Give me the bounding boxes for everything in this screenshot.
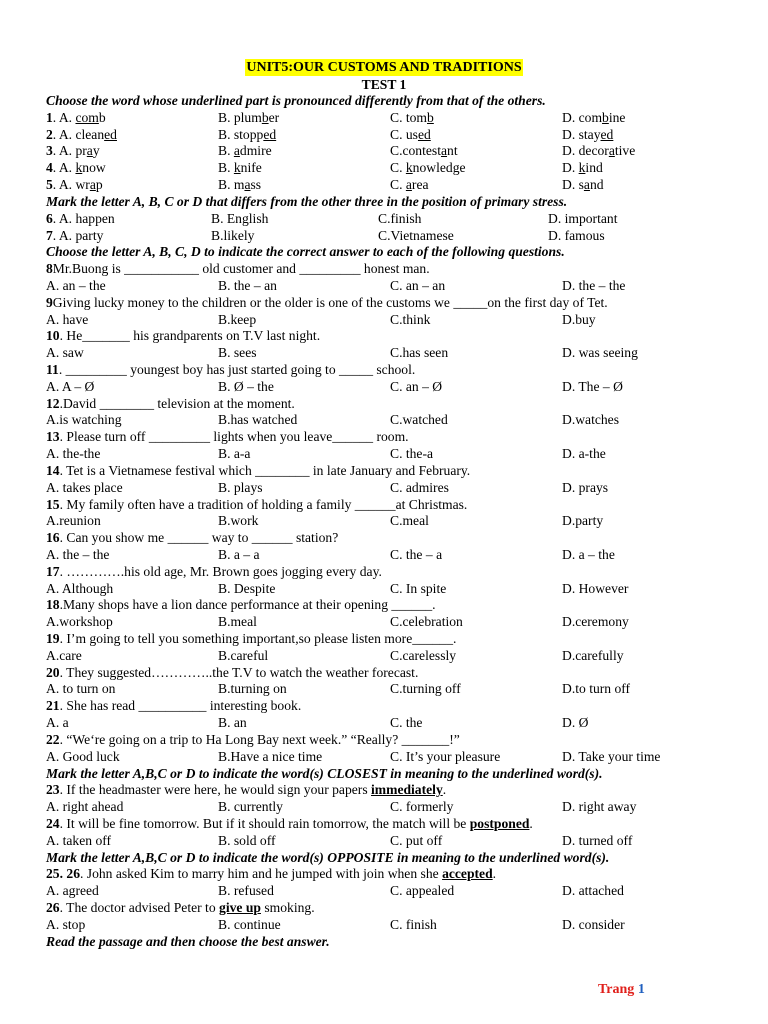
line-o (46, 110, 736, 127)
question-number: 13 (46, 429, 60, 445)
question-number: 19 (46, 631, 60, 646)
answer-option: D.carefully (562, 647, 624, 663)
answer-option: A.reunion (46, 513, 101, 529)
answer-option: B. Ø – the (218, 378, 274, 394)
question-number: 23 (46, 782, 60, 798)
question-number: 3 (46, 143, 53, 159)
underlined-sound: a (244, 177, 251, 193)
question-number: 24 (46, 815, 60, 831)
line-a (46, 681, 736, 698)
line-q (46, 698, 736, 715)
answer-option: 3. A. pray (46, 143, 100, 159)
line-i (46, 766, 736, 783)
answer-option: B. stopped (218, 126, 277, 142)
question-text: .David ________ television at the moment. (59, 395, 295, 411)
question-text: .Many shops have a lion dance performance at their opening ______. (59, 597, 436, 613)
underlined-sound: a (583, 177, 590, 193)
line-o (46, 160, 736, 177)
line-u (46, 900, 736, 917)
answer-option: A. Good luck (46, 748, 120, 764)
question-number: 2 (46, 126, 53, 142)
underlined-sound: a (405, 177, 412, 193)
line-a (46, 379, 736, 396)
question-text: . My family often have a tradition of holding a family ______at Christmas. (59, 496, 468, 512)
question-text: . Tet is a Vietnamese festival which ________ in late January and February. (59, 462, 471, 478)
answer-option: C.meal (390, 513, 429, 529)
line-a (46, 345, 736, 362)
line-i (46, 934, 736, 951)
answer-option: A. agreed (46, 883, 99, 899)
line-q (46, 295, 736, 312)
line-q (46, 631, 736, 648)
line-i (46, 194, 736, 211)
answer-option: B. plumber (218, 109, 280, 125)
answer-option: D. turned off (562, 832, 633, 848)
answer-option: B. plays (218, 479, 263, 495)
answer-option: C. formerly (390, 799, 454, 815)
question-text-end: . (492, 866, 497, 882)
answer-option: B. a – a (218, 546, 260, 562)
question-text: Giving lucky money to the children or the older is one of the customs we _____on the first day of Tet. (52, 294, 608, 310)
answer-option: D.to turn off (562, 681, 631, 697)
line-i (46, 244, 736, 261)
page-footer (598, 982, 645, 998)
answer-option: A. the – the (46, 546, 110, 562)
answer-option: A. stop (46, 916, 86, 932)
answer-option: C. admires (390, 479, 449, 495)
answer-option: 1. A. comb (46, 109, 106, 125)
answer-option: 5. A. wrap (46, 177, 103, 193)
underlined-sound: ed (263, 126, 277, 142)
footer-page-number: 1 (637, 982, 645, 997)
answer-option: C. It’s your pleasure (390, 748, 501, 764)
answer-option: D. However (562, 580, 629, 596)
question-number: 21 (46, 698, 60, 714)
line-a (46, 480, 736, 497)
answer-option: A. A – Ø (46, 378, 95, 394)
question-text-end: smoking. (260, 900, 315, 915)
unit-title: UNIT5:OUR CUSTOMS AND TRADITIONS (246, 60, 522, 75)
instruction-text: Mark the letter A,B,C or D to indicate the word(s) OPPOSITE in meaning to the underlined word(s). (46, 849, 610, 865)
line-i (46, 93, 736, 110)
line-q (46, 463, 736, 480)
answer-option: C.carelessly (390, 647, 457, 663)
question-number: 9 (46, 294, 53, 310)
line-a (46, 749, 736, 766)
line-q (46, 396, 736, 413)
question-number: 22 (46, 731, 60, 747)
answer-option: C. finish (390, 916, 437, 932)
question-text: . If the headmaster were here, he would sign your papers (59, 782, 372, 798)
question-text: . I’m going to tell you something important,so please listen more______. (59, 631, 457, 646)
underlined-word: accepted (442, 866, 493, 882)
line-q (46, 665, 736, 682)
line-p (46, 228, 736, 245)
line-a (46, 648, 736, 665)
line-q (46, 362, 736, 379)
answer-option: D. stayed (562, 126, 614, 142)
question-text: . It will be fine tomorrow. But if it should rain tomorrow, the match will be (59, 815, 470, 831)
underlined-sound: a (89, 177, 96, 193)
answer-option: C.contestant (390, 143, 458, 159)
underlined-sound: b (602, 109, 609, 125)
line-o (46, 143, 736, 160)
answer-option: B. English (211, 210, 269, 226)
answer-option: C. knowledge (390, 160, 466, 176)
answer-option: D. sand (562, 177, 604, 193)
answer-option: 4. A. know (46, 160, 106, 176)
answer-option: 7. A. party (46, 227, 104, 243)
answer-option: A. an – the (46, 277, 106, 293)
answer-option: C.turning off (390, 681, 461, 697)
question-text: . They suggested…………..the T.V to watch the weather forecast. (59, 664, 419, 680)
line-a (46, 581, 736, 598)
line-q (46, 564, 736, 581)
line-i (46, 850, 736, 867)
underlined-word: immediately (371, 782, 443, 798)
line-a (46, 547, 736, 564)
answer-option: D. Ø (562, 715, 589, 731)
line-u (46, 782, 736, 799)
question-number: 4 (46, 160, 53, 176)
line-a (46, 278, 736, 295)
underlined-sound: ed (104, 126, 117, 142)
answer-option: B. admire (218, 143, 272, 159)
question-text: . “We‘re going on a trip to Ha Long Bay next week.” “Really? _______!” (59, 731, 460, 747)
question-text: . The doctor advised Peter to (59, 900, 220, 915)
question-list (46, 93, 736, 950)
answer-option: C. an – an (390, 277, 446, 293)
line-a (46, 833, 736, 850)
answer-option: D. a-the (562, 446, 606, 462)
line-u (46, 866, 736, 883)
underlined-sound: b (427, 109, 434, 125)
line-a (46, 312, 736, 329)
answer-option: B. sold off (218, 832, 276, 848)
line-p (46, 211, 736, 228)
underlined-sound: k (405, 160, 413, 176)
line-q (46, 530, 736, 547)
answer-option: B.keep (218, 311, 257, 327)
question-text: . Can you show me ______ way to ______ station? (59, 530, 339, 546)
test-label: TEST 1 (361, 77, 407, 92)
answer-option: 2. A. cleaned (46, 126, 117, 142)
underlined-sound: a (440, 143, 448, 159)
underlined-sound: com (75, 109, 99, 125)
question-number: 12 (46, 395, 60, 411)
answer-option: D. consider (562, 916, 625, 932)
answer-option: D. important (548, 210, 618, 226)
answer-option: A. the-the (46, 446, 101, 462)
instruction-text: Read the passage and then choose the best answer. (46, 933, 330, 949)
answer-option: B. an (218, 715, 247, 731)
answer-option: A. have (46, 311, 89, 327)
answer-option: A. takes place (46, 479, 123, 495)
answer-option: C. the (390, 715, 423, 731)
question-number: 20 (46, 664, 60, 680)
answer-option: D. kind (562, 160, 603, 176)
answer-option: B.turning on (218, 681, 287, 697)
line-a (46, 799, 736, 816)
line-q (46, 732, 736, 749)
answer-option: C. the-a (390, 446, 434, 462)
line-q (46, 328, 736, 345)
question-text: . She has read __________ interesting book. (59, 698, 302, 714)
line-a (46, 917, 736, 934)
underlined-sound: k (578, 160, 586, 176)
answer-option: D.watches (562, 412, 619, 428)
answer-option: D. the – the (562, 277, 626, 293)
underlined-sound: b (261, 109, 269, 125)
question-number: 1 (46, 109, 53, 125)
question-number: 7 (46, 227, 53, 243)
answer-option: D. attached (562, 883, 624, 899)
answer-option: D. a – the (562, 546, 615, 562)
answer-option: B.work (218, 513, 259, 529)
line-o (46, 127, 736, 144)
answer-option: A. a (46, 715, 69, 731)
question-number: 18 (46, 597, 60, 613)
instruction-text: Mark the letter A, B, C or D that differs from the other three in the position of primary stress. (46, 193, 568, 209)
line-a (46, 513, 736, 530)
answer-option: B.likely (211, 227, 255, 243)
footer-page-word: Trang (598, 982, 635, 997)
line-a (46, 614, 736, 631)
answer-option: C.has seen (390, 345, 449, 361)
answer-option: D. was seeing (562, 345, 638, 361)
answer-option: C.finish (378, 210, 422, 226)
answer-option: D. decorative (562, 143, 636, 159)
answer-option: A. taken off (46, 832, 112, 848)
question-number: 26 (46, 900, 60, 915)
answer-option: C.watched (390, 412, 448, 428)
answer-option: B.Have a nice time (218, 748, 323, 764)
answer-option: D.buy (562, 311, 596, 327)
answer-option: B. mass (218, 177, 262, 193)
answer-option: C. appealed (390, 883, 455, 899)
answer-option: 6. A. happen (46, 210, 115, 226)
answer-option: D. prays (562, 479, 609, 495)
question-number: 15 (46, 496, 60, 512)
answer-option: B. the – an (218, 277, 277, 293)
answer-option: D. Take your time (562, 748, 661, 764)
instruction-text: Choose the letter A, B, C, D to indicate the correct answer to each of the following questions. (46, 244, 565, 260)
question-number: 8 (46, 261, 53, 277)
answer-option: B. a-a (218, 446, 251, 462)
underlined-sound: k (75, 160, 83, 176)
answer-option: C.think (390, 311, 431, 327)
answer-option: A.care (46, 647, 82, 663)
underlined-word: postponed (469, 815, 530, 831)
answer-option: B. Despite (218, 580, 276, 596)
answer-option: C. the – a (390, 546, 443, 562)
answer-option: A. to turn on (46, 681, 116, 697)
answer-option: B. continue (218, 916, 281, 932)
question-number: 10 (46, 328, 60, 344)
answer-option: C. an – Ø (390, 378, 443, 394)
title-wrap (0, 58, 768, 76)
underlined-sound: ed (417, 126, 431, 142)
answer-option: B. currently (218, 799, 283, 815)
question-text: . Please turn off _________ lights when you leave______ room. (59, 429, 409, 445)
underlined-sound: a (86, 143, 93, 159)
line-o (46, 177, 736, 194)
answer-option: C.celebration (390, 614, 463, 630)
answer-option: D. combine (562, 109, 626, 125)
question-number: 17 (46, 563, 60, 579)
underlined-sound: k (233, 160, 241, 176)
question-number: 25. 26 (46, 866, 80, 882)
answer-option: B.careful (218, 647, 269, 663)
question-number: 11 (46, 362, 59, 377)
answer-option: C. tomb (390, 109, 434, 125)
answer-option: C.Vietnamese (378, 227, 454, 243)
line-a (46, 883, 736, 900)
question-number: 5 (46, 177, 53, 193)
answer-option: A.is watching (46, 412, 122, 428)
question-text-end: . (529, 815, 533, 831)
answer-option: D.ceremony (562, 614, 629, 630)
instruction-text: Mark the letter A,B,C or D to indicate the word(s) CLOSEST in meaning to the underlined word(s). (46, 765, 603, 781)
question-text: . He_______ his grandparents on T.V last night. (59, 328, 321, 344)
question-number: 16 (46, 530, 60, 546)
answer-option: C. area (390, 177, 429, 193)
answer-option: A.workshop (46, 614, 113, 630)
line-u (46, 816, 736, 833)
question-number: 14 (46, 462, 60, 478)
answer-option: D. famous (548, 227, 605, 243)
answer-option: B.has watched (218, 412, 298, 428)
underlined-sound: a (608, 143, 615, 159)
question-text-end: . (442, 782, 447, 798)
question-text: . John asked Kim to marry him and he jumped with join when she (79, 866, 443, 882)
question-text: . _________ youngest boy has just started going to _____ school. (58, 362, 416, 377)
answer-option: C. put off (390, 832, 443, 848)
answer-option: C. In spite (390, 580, 447, 596)
line-q (46, 261, 736, 278)
answer-option: B. refused (218, 883, 274, 899)
line-q (46, 429, 736, 446)
answer-option: D.party (562, 513, 604, 529)
answer-option: A. right ahead (46, 799, 124, 815)
line-q (46, 497, 736, 514)
underlined-sound: a (233, 143, 240, 159)
answer-option: B. knife (218, 160, 262, 176)
answer-option: B.meal (218, 614, 257, 630)
answer-option: C. used (390, 126, 431, 142)
underlined-word: give up (219, 900, 261, 915)
instruction-text: Choose the word whose underlined part is pronounced differently from that of the others. (46, 93, 546, 108)
answer-option: A. Although (46, 580, 114, 596)
underlined-sound: ed (600, 126, 614, 142)
question-number: 6 (46, 210, 53, 226)
answer-option: A. saw (46, 345, 84, 361)
question-text: . ………….his old age, Mr. Brown goes jogging every day. (59, 563, 382, 579)
answer-option: D. right away (562, 799, 637, 815)
line-a (46, 412, 736, 429)
line-a (46, 446, 736, 463)
line-a (46, 715, 736, 732)
answer-option: B. sees (218, 345, 257, 361)
line-q (46, 597, 736, 614)
answer-option: D. The – Ø (562, 378, 623, 394)
question-text: Mr.Buong is ___________ old customer and _________ honest man. (52, 261, 430, 277)
